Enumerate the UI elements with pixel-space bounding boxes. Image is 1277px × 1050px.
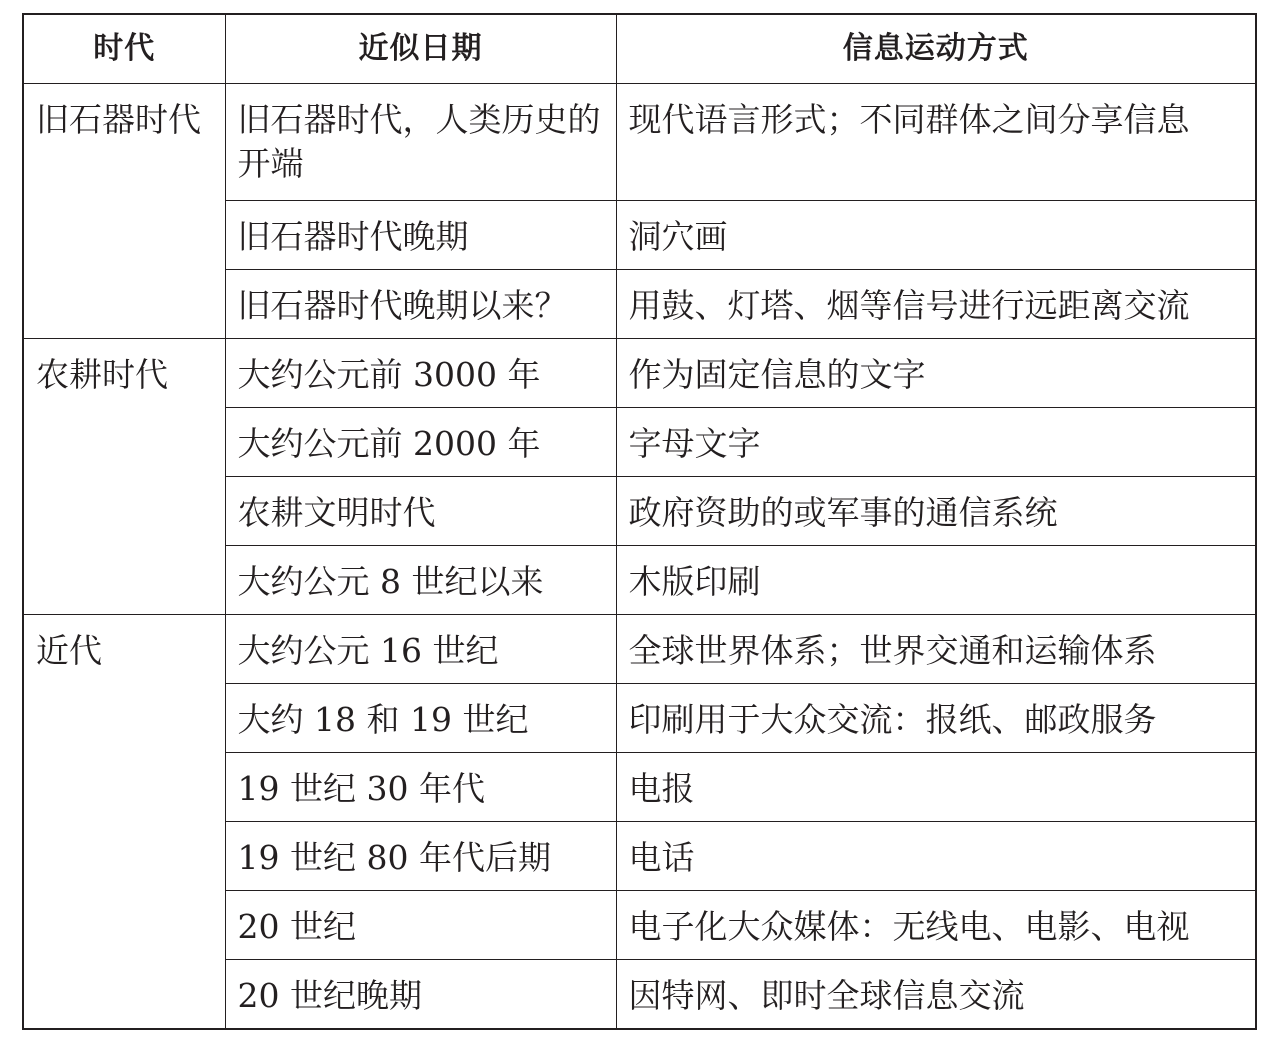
date-cell: 大约 18 和 19 世纪 [225,684,616,753]
era-cell: 近代 [23,615,225,1030]
mode-cell: 字母文字 [616,408,1256,477]
table-row [23,84,1256,201]
date-cell: 农耕文明时代 [225,477,616,546]
date-cell: 大约公元前 3000 年 [225,339,616,408]
information-history-table [22,13,1257,1030]
date-cell: 19 世纪 30 年代 [225,753,616,822]
mode-cell: 全球世界体系；世界交通和运输体系 [616,615,1256,684]
mode-cell: 电子化大众媒体：无线电、电影、电视 [616,891,1256,960]
mode-cell: 木版印刷 [616,546,1256,615]
date-cell: 大约公元 8 世纪以来 [225,546,616,615]
table-row [23,339,1256,408]
date-cell: 20 世纪晚期 [225,960,616,1030]
mode-cell: 因特网、即时全球信息交流 [616,960,1256,1030]
header-era: 时代 [23,14,225,84]
header-mode: 信息运动方式 [616,14,1256,84]
mode-cell: 电话 [616,822,1256,891]
mode-cell: 电报 [616,753,1256,822]
mode-cell: 印刷用于大众交流：报纸、邮政服务 [616,684,1256,753]
date-cell: 大约公元前 2000 年 [225,408,616,477]
date-cell: 旧石器时代晚期以来？ [225,270,616,339]
date-cell: 19 世纪 80 年代后期 [225,822,616,891]
date-cell: 大约公元 16 世纪 [225,615,616,684]
era-cell: 旧石器时代 [23,84,225,339]
mode-cell: 作为固定信息的文字 [616,339,1256,408]
date-cell: 旧石器时代，人类历史的开端 [225,84,616,201]
mode-cell: 用鼓、灯塔、烟等信号进行远距离交流 [616,270,1256,339]
date-cell: 20 世纪 [225,891,616,960]
mode-cell: 洞穴画 [616,201,1256,270]
header-date: 近似日期 [225,14,616,84]
date-cell: 旧石器时代晚期 [225,201,616,270]
mode-cell: 政府资助的或军事的通信系统 [616,477,1256,546]
era-cell: 农耕时代 [23,339,225,615]
table-row [23,615,1256,684]
mode-cell: 现代语言形式；不同群体之间分享信息 [616,84,1256,201]
header-row [23,14,1256,84]
